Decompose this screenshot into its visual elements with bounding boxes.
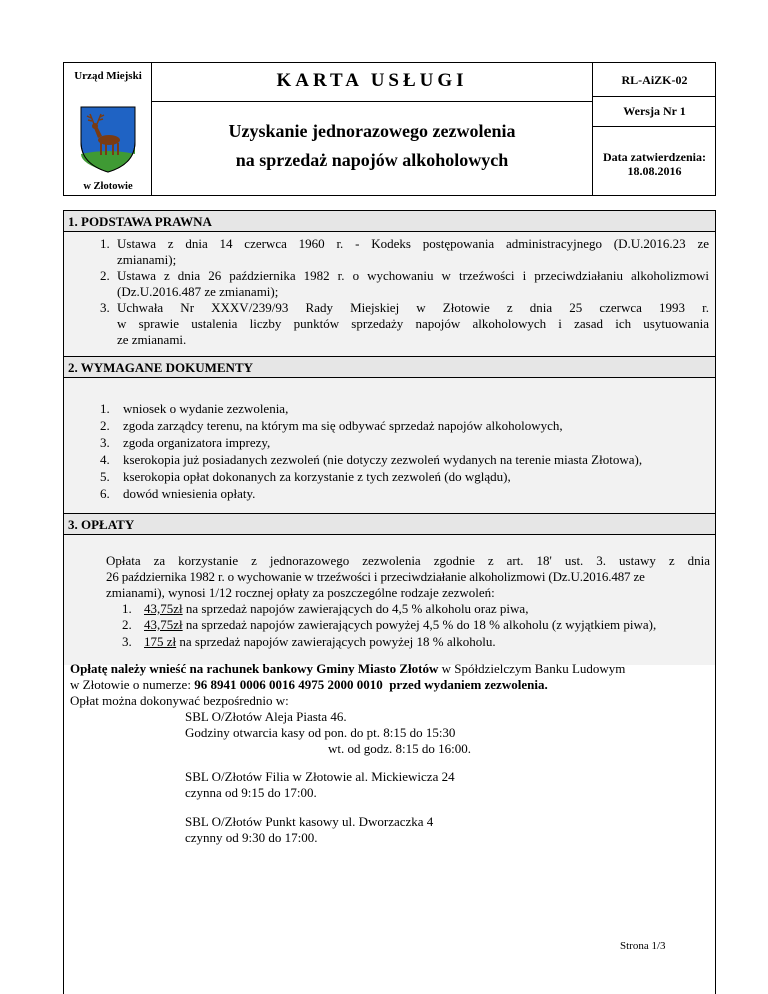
fee-item-2-amount: 43,75zł [144, 617, 183, 632]
fee-item-2-number: 2. [122, 617, 132, 632]
branch3-hours: czynny od 9:30 do 17:00. [185, 830, 318, 845]
document-item-6-number: 6. [100, 486, 110, 501]
fee-item-1-text: na sprzedaż napojów zawierających do 4,5 % alkoholu oraz piwa, [182, 601, 529, 616]
document-item-5-text: kserokopia opłat dokonanych za korzystanie z tych zezwoleń (do wglądu), [123, 469, 511, 484]
fee-item-2-text: na sprzedaż napojów zawierających powyżej 4,5 % do 18 % alkoholu (z wyjątkiem piwa), [182, 617, 657, 632]
fee-item-2 [144, 617, 656, 633]
document-item-1-text: wniosek o wydanie zezwolenia, [123, 401, 289, 416]
fee-item-1-amount: 43,75zł [144, 601, 183, 616]
branch1-hours-tuesday: wt. od godz. 8:15 do 16:00. [328, 741, 471, 756]
service-title-line1: Uzyskanie jednorazowego zezwolenia [228, 121, 516, 141]
section-fees [63, 513, 716, 994]
document-item-3-text: zgoda organizatora imprezy, [123, 435, 271, 450]
branch1-hours: Godziny otwarcia kasy od pon. do pt. 8:15 do 15:30 [185, 725, 456, 740]
fee-item-3-text: na sprzedaż napojów zawierających powyżej 18 % alkoholu. [176, 634, 496, 649]
fees-intro-line2: 26 października 1982 r. o wychowanie w trzeźwości i przeciwdziałanie alkoholizmowi (Dz.U.2016.487 ze [106, 569, 645, 584]
document-version: Wersja Nr 1 [623, 104, 686, 118]
service-title-line2: na sprzedaż napojów alkoholowych [235, 150, 509, 170]
legal-item-3-line2: w sprawie ustalenia liczby punktów sprzedaży napojów alkoholowych i zasad ich usytuowania [117, 316, 709, 331]
legal-item-2-number: 2. [100, 268, 110, 283]
document-item-2-text: zgoda zarządcy terenu, na którym ma się odbywać sprzedaż napojów alkoholowych, [123, 418, 563, 433]
section-legal-basis-heading: 1. PODSTAWA PRAWNA [64, 211, 715, 232]
legal-item-2-line1: Ustawa z dnia 26 października 1982 r. o wychowaniu w trzeźwości i przeciwdziałaniu alkoholizmowi [117, 268, 709, 283]
header-code-divider [592, 96, 716, 97]
branch3-name: SBL O/Złotów Punkt kasowy ul. Dworzaczka 4 [185, 814, 434, 829]
header-version-divider [592, 126, 716, 127]
section-required-documents-body [64, 378, 715, 513]
legal-item-2-line2: (Dz.U.2016.487 ze zmianami); [117, 284, 279, 299]
approval-date: 18.08.2016 [627, 164, 682, 178]
section-legal-basis-body [64, 232, 715, 356]
section-fees-box [64, 535, 715, 665]
payment-recipient: Opłatę należy wnieść na rachunek bankowy Gminy Miasto Złotów [70, 661, 439, 676]
page-number: Strona 1/3 [620, 940, 666, 952]
legal-item-1-line2: zmianami); [117, 252, 177, 267]
office-name-top: Urząd Miejski [74, 70, 142, 82]
document-item-6-text: dowód wniesienia opłaty. [123, 486, 256, 501]
document-item-5-number: 5. [100, 469, 110, 484]
approval-label: Data zatwierdzenia: [603, 150, 706, 164]
section-legal-basis [63, 210, 716, 357]
coat-of-arms-logo [78, 104, 138, 174]
payment-line1 [70, 661, 710, 677]
document-code: RL-AiZK-02 [621, 73, 688, 87]
branch2-name: SBL O/Złotów Filia w Złotowie al. Mickiewicza 24 [185, 769, 455, 784]
legal-item-3-number: 3. [100, 300, 110, 315]
fee-item-3-amount: 175 zł [144, 634, 177, 649]
section-required-documents-heading: 2. WYMAGANE DOKUMENTY [64, 357, 715, 378]
fee-item-3 [144, 634, 496, 650]
card-title: KARTA USŁUGI [276, 70, 468, 91]
document-item-3-number: 3. [100, 435, 110, 450]
payment-account-number: 96 8941 0006 0016 4975 2000 0010 przed wydaniem zezwolenia. [194, 677, 548, 692]
payment-account-label: w Złotowie o numerze: [70, 677, 195, 692]
fee-item-1 [144, 601, 528, 617]
legal-item-3-line3: ze zmianami. [117, 332, 187, 347]
payment-direct-info: Opłat można dokonywać bezpośrednio w: [70, 693, 289, 708]
legal-item-1-line1: Ustawa z dnia 14 czerwca 1960 r. - Kodeks postępowania administracyjnego (D.U.2016.23 ze [117, 236, 709, 251]
section-fees-heading: 3. OPŁATY [64, 514, 715, 535]
document-item-1-number: 1. [100, 401, 110, 416]
fees-intro-line1: Opłata za korzystanie z jednorazowego zezwolenia zgodnie z art. 18' ust. 3. ustawy z dnia [106, 553, 710, 568]
document-item-2-number: 2. [100, 418, 110, 433]
document-item-4-number: 4. [100, 452, 110, 467]
legal-item-3-line1: Uchwała Nr XXXV/239/93 Rady Miejskiej w Złotowie z dnia 25 czerwca 1993 r. [117, 300, 709, 315]
fee-item-1-number: 1. [122, 601, 132, 616]
legal-item-1-number: 1. [100, 236, 110, 251]
office-name-bottom: w Złotowie [83, 181, 133, 192]
header-title-divider [151, 101, 593, 102]
branch2-hours: czynna od 9:15 do 17:00. [185, 785, 317, 800]
fees-intro-line3: zmianami), wynosi 1/12 rocznej opłaty za poszczególne rodzaje zezwoleń: [106, 585, 495, 600]
payment-bank: w Spółdzielczym Banku Ludowym [438, 661, 626, 676]
fee-item-3-number: 3. [122, 634, 132, 649]
branch1-name: SBL O/Złotów Aleja Piasta 46. [185, 709, 347, 724]
document-item-4-text: kserokopia już posiadanych zezwoleń (nie dotyczy zezwoleń wydanych na terenie miasta Złotowa), [123, 452, 643, 467]
section-required-documents [63, 356, 716, 514]
payment-line2 [70, 677, 710, 693]
